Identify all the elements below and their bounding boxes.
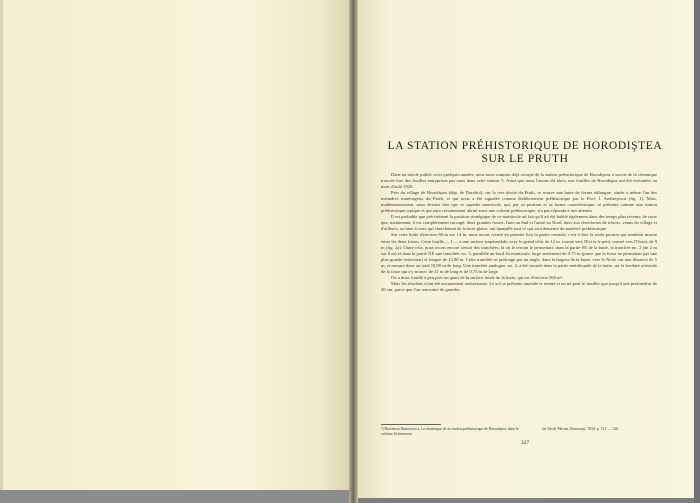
left-page-edge xyxy=(0,0,3,490)
book-cover-edge xyxy=(694,0,700,503)
background-strip xyxy=(0,490,356,503)
background-strip-right xyxy=(356,498,694,503)
book-gutter xyxy=(349,0,358,503)
paragraph: On a donc fouillé à peu près un quart de la surface totale de la butte, qui est d'environ 560 m². xyxy=(391,274,564,280)
footnote: ¹) Hortensia Dumitrescu, La céramique de la station préhistorique de Horodiştea, dans le volume In memoria xyxy=(381,427,519,436)
article-body xyxy=(381,172,657,293)
paragraph: Il est probable que précisément la position stratégique de ce monticule ait fait qu'il ait été habité également dans des temps plus récents; de sorte que, maintenant, il est complètement saccagé: deux grandes fosses, l'une au Sud et l'autre au Nord, dues aux chercheurs de trésors, venus du village et d'ailleurs, ou bien à ceux qui cherchaient de la terre glaise, ont éparpillé tout ce qui sera demeuré du matériel préhistorique. xyxy=(381,214,657,232)
article-title: LA STATION PRÉHISTORIQUE DE HORODIŞTEA xyxy=(387,140,663,152)
footnote-rule xyxy=(381,424,441,425)
paragraph: Sur cette butte d'environ 60 m sur 14 m, nous avons creusé en premier lieu la partie centrale, c'est à dire la seule portion qui semblait intacte entre les deux fosses. Cette fouille — I — a une surface trapézoïdale, avec le grand côté, de 12 m, tourné vers l'Est et le petit, tourné vers l'Ouest, de 9 m (fig. 2a). Outre cela, nous avons encore creusé des tranchées, là où le terrain le permettait: dans la partie SE de la butte, la tranchée no. 2 (de 2 m sur 6 m) et dans la partie NE une tranchée, no. 3, parallèle au bord du monticule, large seulement de 0,75 m (parce que la fosse ne permettait pas une plus grande extension) et longue de 13,90 m. Cette tranchée se prolonge par un angle, dans la largeur de la butte, vers le Nord, sur une distance de 5 m, et mesure donc au total 18,90 m de long. Une tranchée analogue, no. 4, a été creusée dans la partie méridionale de la butte, sur la bordure orientale de la fosse qui s'y trouve, de 21 m de long et de 0,75 m de large. xyxy=(381,232,657,274)
paragraph: Près du village de Horodiştea (dép. de Dorohoi), sur la rive droite du Pruth, se trouve une butte de forme oblongue, située à même l'un des méandres marécageux du Pruth, et qui nous a été signalée comme établissement préhistorique par le Prof. I. Andrieşescu (fig. 1). Mais, malheureusement, nous devons dire que ce superbe monticule, qui, par sa position et sa forme caractéristique, se présente comme une station préhistorique typique et qui aura certainement abrité aussi une colonie préhistorique, n'a pas répondu à nos attentes. xyxy=(381,190,657,214)
left-blank-page xyxy=(0,0,351,490)
page-number: 327 xyxy=(520,440,530,446)
article-subtitle: SUR LE PRUTH xyxy=(481,153,569,165)
paragraph: Mais les résultats n'ont été aucunement satisfaisants. Le sol se présente amendé et remué et on ne peut le fouiller que jusqu'à une profondeur de 50 cm, parce que l'on rencontre de grandes xyxy=(381,280,657,292)
footnote-continuation: lui Vasile Pârvan, Bucureşti, 1934, p. 112 — 126. xyxy=(542,427,620,431)
paragraph: Dans un article publié voici quelques années, nous nous sommes déjà occupé de la station préhistorique de Horodiştea, à savoir de la céramique trouvée lors des fouilles entreprises par nous dans cette station ¹). Ainsi que nous l'avons dit alors, nos fouilles de Horodiştea ont été exécutées au mois d'août 1929. xyxy=(381,172,657,190)
